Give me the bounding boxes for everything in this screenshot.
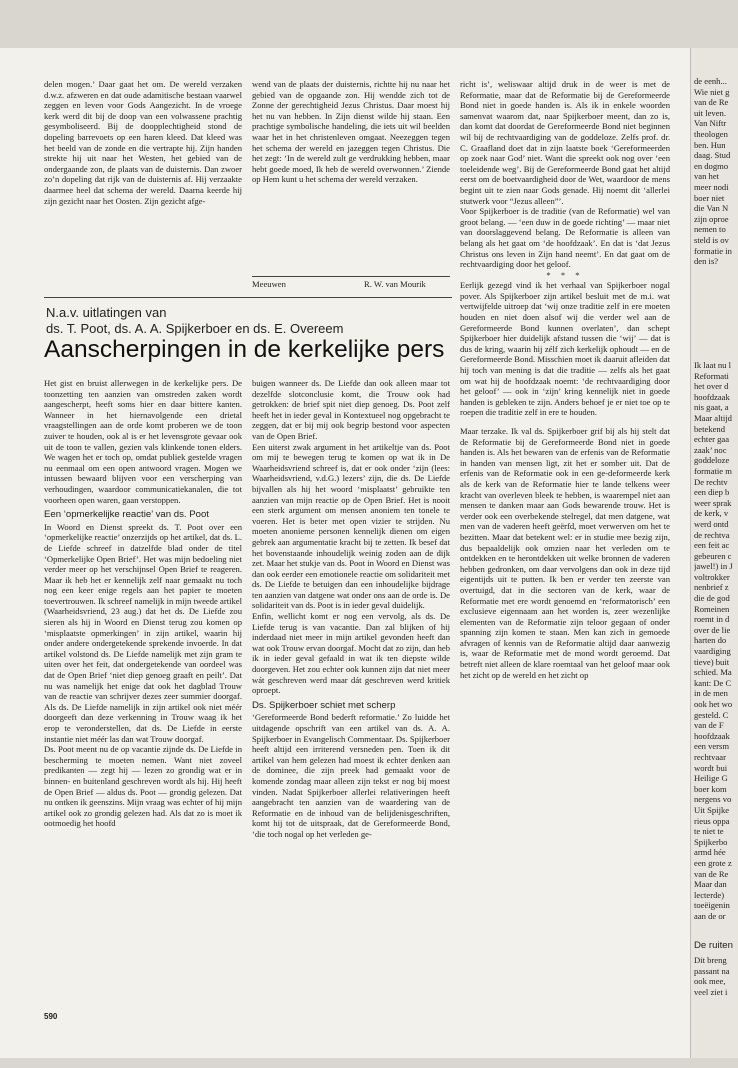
next-page-heading: De ruiten xyxy=(694,941,733,951)
paragraph: buigen wanneer ds. De Liefde dan ook alleen maar tot dezelfde slotconclusie komt, die Trouw ook had getrokken: de brief spit niet diep genoeg. Ds. Poot zelf heeft het in ieder geval in Kontextueel nog opgebracht te zeggen, dat er bij mij ook begrip bestond voor aspecten van de Open Brief. xyxy=(252,378,450,441)
prev-article-text-2: wend van de plaats der duisternis, richtte hij nu naar het gebied van de opgaande zon. Hij wendde zich tot de Zonne der gerechtigheid Jezus Christus. Daar moest hij het nu van hebben. In Zijn dienst wilde hij staan. Een prachtige symbolische handeling, die iets uit wil beelden waar het in het christenleven omgaat. Neezeggen tegen het schema der wereld en jazeggen tegen Christus. Die het zegt: ‘In de wereld zult ge verdrukking hebben, maar hebt goede moed, Ik heb de wereld overwonnen.’ Ziende op Hem kunt u het schema der wereld verzaken. xyxy=(252,79,450,185)
prev-article-text-1: delen mogen.’ Daar gaat het om. De wereld verzaken d.w.z. afzweren en dat oude adamitische bestaan vaarwel zeggen en leven voor Gods Aangezicht. In de vroege kerk werd dit bij de doop van een volwassene prachtig gesymboliseerd. Bij de doopplechtigheid stond de dopeling barrevoets op een haren kleed. Dat kleed was het beeld van de zonde en die vertrapte hij. Zijn handen strekte hij uit naar het Westen, het gebied van de ondergaande zon, de plaats van de duisternis. Dan zwoer zo’n dopeling dat rijk van de duisternis af. Hij verzaakte daarmee heel dat schema der wereld. Daarna keerde hij zijn gezicht naar het Oosten. Zijn gezicht afge- xyxy=(44,79,242,206)
next-page-edge xyxy=(690,48,738,1058)
prev-article-column-1 xyxy=(44,79,242,289)
paragraph: richt is’, weliswaar altijd druk in de weer is met de Reformatie, maar dat de Reformatie bij de Gereformeerde Bond niet in goede handen is. Als ik in enkele woorden samenvat waarom dat, naar Spijkerboer meent, dan zo is, dan komt dat doordat de Gereformeerde Bond niet beginnen wil bij de rechtvaardiging van de goddeloze. Zelfs prof. dr. C. Graafland doet dat in zijn laatste boek ‘Gereformeerden op zoek naar God’ niet. Want die spreekt ook nog over ‘een toeleidende weg’. Bij de Gereformeerde Bond gaat het altijd eerst om de boetvaardigheid door de Wet, waardoor de mens begint uit te zien naar Gods genade. Hij noemt dit ‘allerlei stutwerk voor “Jezus alleen”’. xyxy=(460,79,670,206)
next-page-column-c: Dit breng passant na ook mee, veel ziet i xyxy=(694,955,730,997)
subheading-poot: Een ‘opmerkelijke reactie’ van ds. Poot xyxy=(44,509,209,521)
signature-rule xyxy=(252,276,450,277)
kicker-line-2: ds. T. Poot, ds. A. A. Spijkerboer en ds. E. Overeem xyxy=(46,321,344,336)
paragraph: Ds. Poot meent nu de op vacantie zijnde ds. De Liefde in bescherming te moeten nemen. Want niet zoveel predikanten — zegt hij — lezen zo grondig wat er in binnen- en buitenland geschreven wordt als hij. Hij heeft de Open Brief — aldus ds. Poot — grondig gelezen. Dat nu ontken ik geenszins. Mijn vraag was echter of hij mijn artikel ook zo grondig gelezen had. Als dat zo is moet ik ootmoedig het hoofd xyxy=(44,744,242,829)
section-break-stars: * * * xyxy=(546,269,584,280)
article-column-2 xyxy=(252,378,450,1006)
article-column-3 xyxy=(460,79,670,1006)
paragraph: In Woord en Dienst spreekt ds. T. Poot over een ‘opmerkelijke reactie’ onzerzijds op het artikel, dat ds. L. de Liefde schreef in datzelfde blad onder de titel ‘Opmerkelijke Open Brief’. Het was mijn bedoeling niet verder meer op het verschijnsel Open Brief te reageren. Maar ik heb het er kennelijk zelf naar gemaakt nu toch nog een keer enige regels aan het papier te moeten toevertrouwen. Ik schreef namelijk in mijn tweede artikel (Waarheidsvriend, 23 aug.) dat het ds. De Liefde zou sieren als hij in Woord en Dienst terug zou komen op ‘misplaatste opmerkingen’ in zijn artikel, waarin hij onder andere ondergetekende sprekende invoerde. In dat artikel volstond ds. De Liefde namelijk met zijn gram te uiten over het feit, dat ondergetekende van oordeel was dat de Open Brief ‘niet diep genoeg graaft en peilt’. Dat nu was namelijk het enige dat ook het dagblad Trouw van de reactie van schrijver dezes zeer summier doorgaf. Als ds. De Liefde namelijk in zijn artikel ook niet méér doorgeeft dan deze verkenning in Trouw waag ik het erop te veronderstellen, dat ds. De Liefde in eerste instantie niet méér las dan wat Trouw doorgaf. xyxy=(44,521,242,744)
paragraph: Voor Spijkerboer is de traditie (van de Reformatie) wel van groot belang. — ‘een duw in de goede richting’ — maar niet van doorslaggevend belang. De Reformatie is alleen van belang als het gaat om ‘de hoofdzaak’. En dat is ‘dat Jezus Christus ons leven in Zijn hand neemt’. En dat gaat om de rechtvaardiging door het geloof. xyxy=(460,206,670,270)
page-number: 590 xyxy=(44,1012,58,1021)
article-column-1 xyxy=(44,378,242,1006)
kicker-line-1: N.a.v. uitlatingen van xyxy=(46,305,167,320)
article-divider xyxy=(44,297,452,298)
paragraph: Enfin, wellicht komt er nog een vervolg, als ds. De Liefde terug is van vacantie. Dan zal blijken of hij inderdaad niet meer in mijn artikel gevonden heeft dan wat ook Trouw ervan doorgaf. Mocht dat zo zijn, dan heb ik in ieder geval gefaald in wat ik ten diepste wilde doorgeven. Het zou echter ook kunnen zijn dat niet meer wát geschreven werd maar dát geschreven werd kritiek oproept. xyxy=(252,611,450,696)
subheading-spijkerboer: Ds. Spijkerboer schiet met scherp xyxy=(252,699,396,711)
paragraph: Eerlijk gezegd vind ik het verhaal van Spijkerboer nogal pover. Als Spijkerboer zijn artikel besluit met de m.i. wat vertwijfelde uitroep dat ‘wij onze traditie zelf in ere moeten houden en niet doen alsof wij die verder wel aan de Gereformeerde Bond kunnen overlaten’, dan schept Spijkerboer hier duidelijk afstand tussen die ‘wij’ — dat is dus de kring, waarin hij zélf zich kerkelijk ophoudt — en de Gereformeerde Bond. Misschien moet ik daaruit afleiden dat hij toch van mening is dat die traditie — zelfs als het gaat om wat hij de hoofdzaak noemt: ‘de rechtvaardiging door het geloof’ — ook in ‘zijn’ kring kennelijk niet in goede handen is gebleken te zijn. Anders behoef je er niet toe op te roepen die traditie zelf in ere te houden. xyxy=(460,280,670,418)
signature-author: R. W. van Mourik xyxy=(364,279,426,289)
paragraph: ‘Gereformeerde Bond bederft reformatie.’ Zo luidde het uitdagende opschrift van een artikel van ds. A. A. Spijkerboer in Evangelisch Commentaar. Ds. Spijkerboer heeft altijd een irriterend versneden pen. Toen ik dit artikel van hem gelezen had moest ik echter denken aan de dominee, die zijn preek had gemaakt voor de komende zondag maar alleen zijn tekst er nog bij moest vinden. Nadat Spijkerboer allerlei relativeringen heeft aangebracht ten aanzien van de waardering van de Reformatie en de inhoud van de belijdenisgeschriften, komt hij tot de uitspraak, dat de Gereformeerde Bond, ‘die toch nogal op het verleden ge- xyxy=(252,712,450,839)
signature-place: Meeuwen xyxy=(252,279,286,289)
article-headline: Aanscherpingen in de kerkelijke pers xyxy=(44,336,445,363)
intro-paragraph: Het gist en bruist allerwegen in de kerkelijke pers. De toonzetting ten aanzien van omstreden zaken wordt aangescherpt, heeft soms hier en daar bittere kanten. Wanneer in het hiernavolgende een drietal vraagstellingen aan de orde komt proberen we de toon zuiver te houden, ook al is er het levensgrote gevaar ook uit de toon te vallen, gezien vals klinkende tonen elders. We wagen het er toch op, omdat publiek gestelde vragen nu eenmaal om een open antwoord vragen. Mogen we intussen bewaard blijven voor een verscherping van verhoudingen, waardoor communicatiekanalen, die tot voorheen open waren, gaan verstoppen. xyxy=(44,378,242,505)
paragraph: Maar terzake. Ik val ds. Spijkerboer grif bij als hij stelt dat de Reformatie bij de Gereformeerde Bond niet in goede handen is. Als het bewaren van de erfenis van de Reformatie in handen van mensen ligt, zit het er somber uit. Dat de erfenis van de Reformatie ook in een ge-deformeerde kerk als de kerk van de Reformatie hier te lande telkens weer kracht van overleven bleek te hebben, is waarempel niet aan mensen te danken maar aan Gods bewarende trouw. Het is verder ook een overbekende stelregel, dat men datgene, wat men van de vaderen heeft geërfd, moet verwerven om het te bezitten. Maar dat betekent wel: er in studie mee bezig zijn, dus bepaaldelijk ook omzien naar het verleden om te ontdekken en te herontdekken uit welke bronnen de vaderen hebben gedronken, om daar vervolgens dan ook in deze tijd eigentijds uit te putten. Ik ben er verder ten zeerste van overtuigd, dat in die sectoren van de kerk, waar de Reformatie met ere wordt genoemd en ‘reformatorisch’ een exclusieve eigennaam aan het worden is, zeer wezenlijke elementen van de Reformatie zijn teloor gegaan of onder spanning zijn komen te staan. Men kan zich in gemoede afvragen of kennis van de Reformatie altijd daar aanwezig is, waar de Reformatie met de mond wordt geroemd. Dat betreft niet alleen de klare roemtaal van het geloof maar ook het zicht op de wereld en het zicht op xyxy=(460,426,670,680)
prev-article-column-2 xyxy=(252,79,450,273)
next-page-column-a: de eenh... Wie niet g van de Re uit leven. Van Niftr theologen ben. Hun daag. Stud en dogmo van het meer nodi boer niet die Van N zijn oproe nemen to steld is ov formatie in den is? xyxy=(694,76,732,267)
next-page-column-b: Ik laat nu l Reformati het over d hoofdzaak nis gaat, a Maar altijd betekend echter gaa zaak’ noc goddeloze formatie m De rechtv een diep b weer sprak de kerk, v werd ontd de rechtva een feit ac gebeuren c jawel!) in J voltrokker nenbrief z die de god Romeinen roemt in d over de lie harten do vaardiging tieve) buit schied. Ma kant: De C in de men ook het wo gesteld. C van de F hoofdzaak een versm rechtvaar wordt bui Heilige G boer kom nergens vo Uit Spijke rieus oppa te niet te Spijkerbo armd hée een grote z van de Re Maar dan lecterde) toeëigenin aan de or xyxy=(694,360,733,921)
paragraph: Een uiterst zwak argument in het artikeltje van ds. Poot om mij te bewegen terug te komen op wat ik in De Waarheidsvriend schreef is, dat er ook onder ‘zijn (lees: Waarheidsvriend, v.d.G.) lezers’ zijn, die ds. De Liefde bijvallen als hij het woord ‘misplaatst’ gebruikte ten aanzien van mijn reactie op de Open Brief. Het is nooit een sterk argument om mensen anoniem ten tonele te voeren. Het is beter met open vizier te strijden. Nu moeten anonieme personen kennelijk dienen om eigen gebrek aan argumentatie kracht bij te zetten. Ik besef dat het bovenstaande inhoudelijk weinig zoden aan de dijk zet. Maar het stukje van ds. Poot in Woord en Dienst was dan ook eerder een emotionele reactie om solidariteit met ds. De Liefde te betuigen dan een inhoudelijke bijdrage ten aanzien van datgene wat onder ons aan de orde is. De solidariteit van ds. Poot is in ieder geval duidelijk. xyxy=(252,441,450,611)
